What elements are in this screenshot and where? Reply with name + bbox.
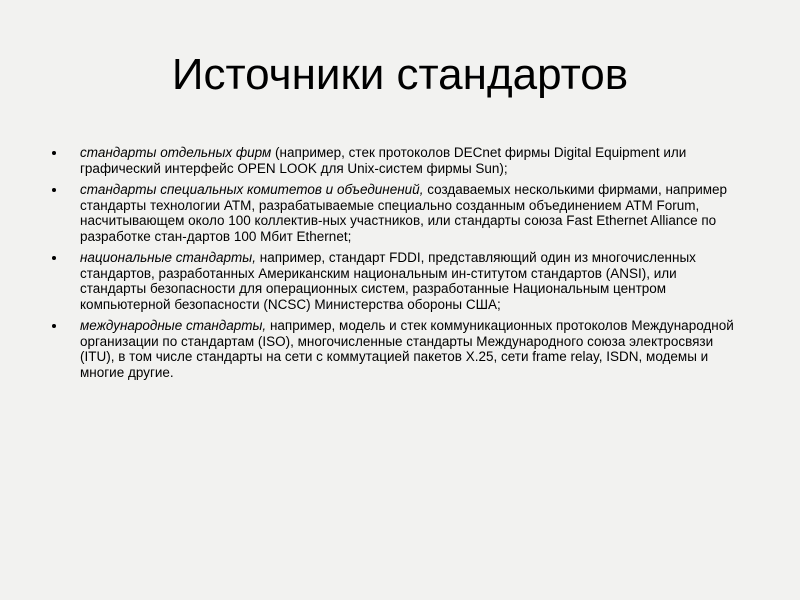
bullet-text: создаваемых несколькими фирмами, например стандарты технологии АТМ, разрабатываемые специально созданным объединением АТМ Forum, насчитывающем около 100 коллектив-ных участников, или стандарты союза Fast Ethernet Alliance по разработке стан-дартов 100 Мбит Ethernet;	[80, 182, 728, 244]
bullet-dot-icon	[52, 256, 56, 260]
bullet-term: национальные стандарты,	[80, 250, 256, 265]
bullet-list	[50, 145, 740, 386]
bullet-dot-icon	[52, 188, 56, 192]
bullet-dot-icon	[52, 324, 56, 328]
bullet-term: стандарты специальных комитетов и объединений,	[80, 182, 424, 197]
bullet-text: (например, стек протоколов DECnet фирмы Digital Equipment или графический интерфейс OPEN LOOK для Unix-систем фирмы Sun);	[80, 145, 687, 176]
slide-title: Источники стандартов	[171, 50, 629, 99]
bullet-text: например, стандарт FDDI, представляющий один из многочисленных стандартов, разработанных Американским национальным ин-ститутом стандартов (ANSI), или стандарты безопасности для операционных систем, разработанные Национальным центром компьютерной безопасности (NCSC) Министерства обороны США;	[80, 250, 696, 312]
bullet-item-international-standards	[50, 318, 740, 380]
bullet-item-national-standards	[50, 250, 740, 312]
bullet-dot-icon	[52, 151, 56, 155]
bullet-term: стандарты отдельных фирм	[80, 145, 272, 160]
bullet-item-committee-standards	[50, 182, 740, 244]
bullet-item-firm-standards	[50, 145, 740, 176]
bullet-text: например, модель и стек коммуникационных протоколов Международной организации по стандартам (ISO), многочисленные стандарты Международного союза электросвязи (ITU), в том числе стандарты на сети с коммутацией пакетов X.25, сети frame relay, ISDN, модемы и многие другие.	[80, 318, 734, 380]
bullet-term: международные стандарты,	[80, 318, 267, 333]
